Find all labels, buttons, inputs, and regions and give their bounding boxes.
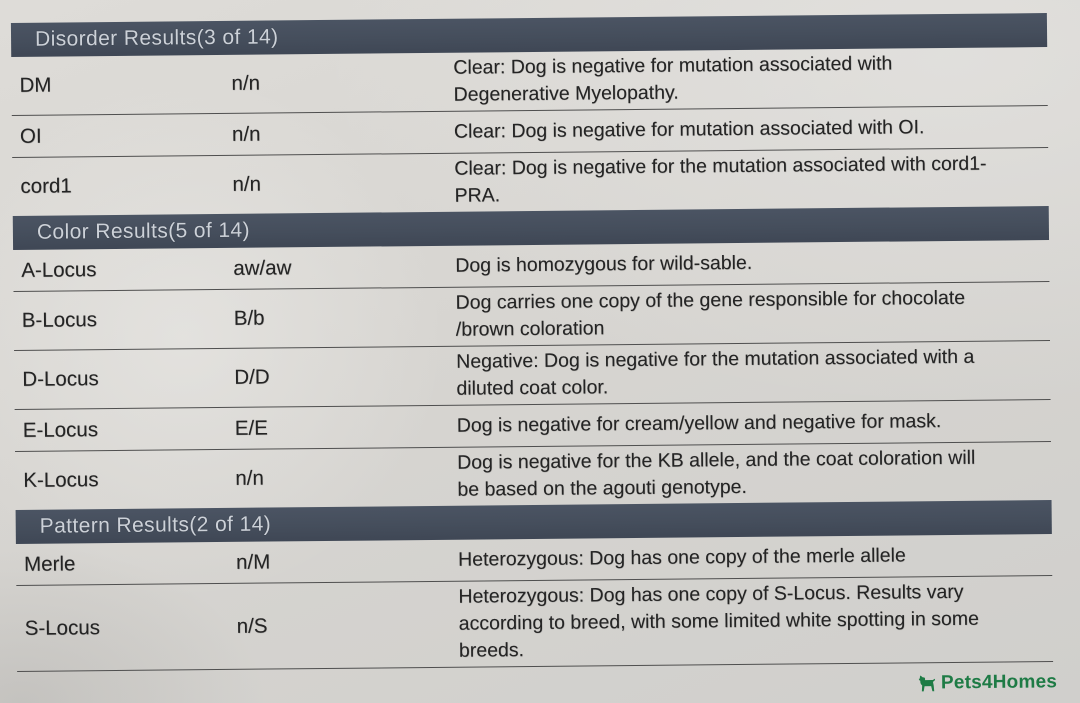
section-header: Pattern Results(2 of 14) xyxy=(16,500,1052,544)
locus-cell: A-Locus xyxy=(21,257,97,282)
section-rows xyxy=(13,240,1051,510)
locus-cell: Merle xyxy=(23,551,76,576)
description-cell: Clear: Dog is negative for mutation associated with OI. xyxy=(453,116,925,143)
locus-cell: OI xyxy=(19,124,42,148)
locus-cell: B-Locus xyxy=(21,308,98,332)
description-cell: Dog carries one copy of the gene responsible for chocolate /brown coloration xyxy=(455,286,966,341)
description-cell: Clear: Dog is negative for the mutation associated with cord1- PRA. xyxy=(454,152,987,207)
locus-cell: K-Locus xyxy=(23,468,99,492)
locus-cell: E-Locus xyxy=(22,417,99,442)
description-cell: Negative: Dog is negative for the mutation associated with a diluted coat color. xyxy=(456,345,975,400)
table-row xyxy=(14,341,1051,410)
table-row xyxy=(12,148,1049,216)
results-section xyxy=(16,500,1054,672)
section-rows xyxy=(11,47,1048,216)
genotype-cell: n/M xyxy=(235,550,271,574)
table-row xyxy=(15,442,1052,510)
locus-cell: S-Locus xyxy=(24,615,101,640)
table-row xyxy=(16,576,1053,672)
description-cell: Dog is negative for cream/yellow and negative for mask. xyxy=(456,410,942,437)
results-section xyxy=(13,206,1052,510)
description-cell: Dog is negative for the KB allele, and the coat coloration will be based on the agouti genotype. xyxy=(457,446,976,501)
genotype-cell: n/n xyxy=(231,71,261,95)
pets4homes-logo xyxy=(915,671,1057,694)
description-cell: Dog is homozygous for wild-sable. xyxy=(455,251,753,277)
table-row xyxy=(11,47,1048,116)
genotype-cell: n/S xyxy=(236,614,268,638)
genotype-cell: aw/aw xyxy=(233,255,292,280)
locus-cell: cord1 xyxy=(20,174,72,198)
genotype-cell: n/n xyxy=(235,466,264,490)
genotype-cell: B/b xyxy=(233,306,265,330)
genotype-cell: n/n xyxy=(231,122,261,146)
results-section xyxy=(11,13,1049,216)
section-rows xyxy=(16,534,1053,672)
description-cell: Heterozygous: Dog has one copy of the merle allele xyxy=(457,544,906,571)
dog-icon xyxy=(915,672,937,694)
genotype-cell: n/n xyxy=(232,172,262,196)
section-header: Color Results(5 of 14) xyxy=(13,206,1049,250)
genotype-cell: E/E xyxy=(234,416,268,440)
description-cell: Clear: Dog is negative for mutation associated with Degenerative Myelopathy. xyxy=(453,52,893,106)
genotype-cell: D/D xyxy=(234,365,270,389)
locus-cell: DM xyxy=(19,73,52,97)
locus-cell: D-Locus xyxy=(22,367,99,391)
section-header: Disorder Results(3 of 14) xyxy=(11,13,1047,57)
results-document xyxy=(11,13,1053,672)
description-cell: Heterozygous: Dog has one copy of S-Locus. Results vary according to breed, with some limited white spotting in some breeds. xyxy=(458,580,980,662)
logo-text: Pets4Homes xyxy=(940,671,1058,694)
table-row xyxy=(13,282,1050,351)
